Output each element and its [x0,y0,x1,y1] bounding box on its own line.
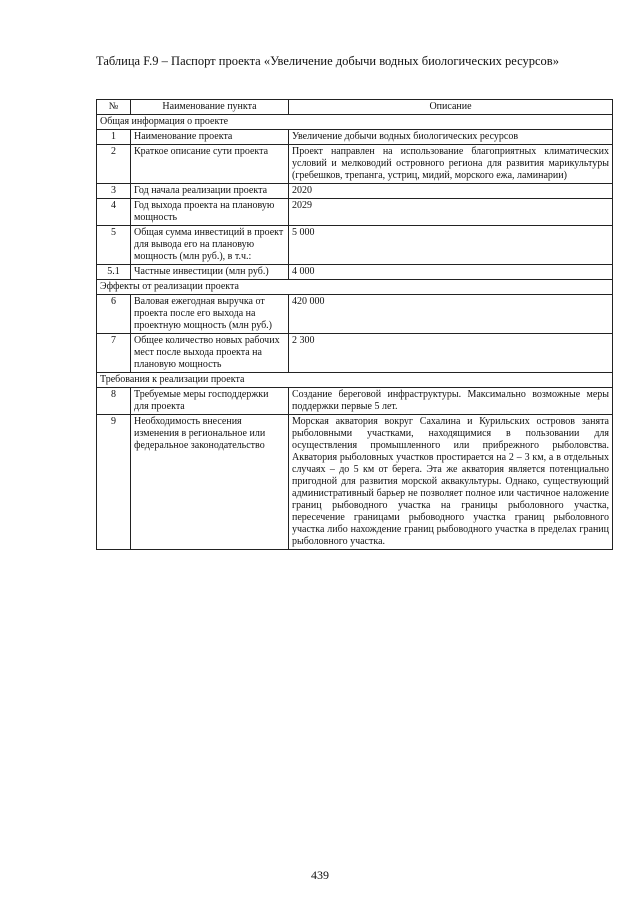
table-row [97,226,613,265]
row-number: 1 [97,130,131,145]
row-description: 420 000 [289,295,613,334]
row-number: 7 [97,334,131,373]
section-general-info: Общая информация о проекте [97,115,613,130]
row-description: 4 000 [289,265,613,280]
row-description: Увеличение добычи водных биологических ресурсов [289,130,613,145]
page-number: 439 [311,868,329,882]
project-passport-table [96,99,613,550]
row-description: Морская акватория вокруг Сахалина и Курильских островов занята рыболовными участками, находящимися в пользовании для осуществления промышленного или прибрежного рыболовства. Акватория рыболовных участков простирается на 2 – 3 км, а в отдельных случаях – до 5 км от берега. Эта же акватория является потенциально пригодной для развития морской аквакультуры. Однако, существующий административный барьер не позволяет полное или частичное наложение границ рыбоводного участка на границы рыболовного участка, пересечение границами рыбоводного участка границ рыболовного участка либо нахождение границ рыбоводного участка в пределах границ рыболовного участка. [289,415,613,550]
table-row [97,295,613,334]
row-item-name: Наименование проекта [131,130,289,145]
section-row [97,373,613,388]
row-item-name: Требуемые меры господдержки для проекта [131,388,289,415]
row-item-name: Краткое описание сути проекта [131,145,289,184]
table-row [97,130,613,145]
table-row [97,334,613,373]
row-number: 3 [97,184,131,199]
row-number: 8 [97,388,131,415]
header-item-name: Наименование пункта [131,100,289,115]
table-header-row [97,100,613,115]
table-row [97,265,613,280]
section-effects: Эффекты от реализации проекта [97,280,613,295]
row-description: 5 000 [289,226,613,265]
section-requirements: Требования к реализации проекта [97,373,613,388]
row-item-name: Общее количество новых рабочих мест после выхода проекта на плановую мощность [131,334,289,373]
row-item-name: Общая сумма инвестиций в проект для вывода его на плановую мощность (млн руб.), в т.ч.: [131,226,289,265]
row-number: 5.1 [97,265,131,280]
header-number: № [97,100,131,115]
table-row [97,415,613,550]
row-number: 9 [97,415,131,550]
table-row [97,199,613,226]
table-row [97,388,613,415]
row-number: 4 [97,199,131,226]
row-description: Создание береговой инфраструктуры. Максимально возможные меры поддержки первые 5 лет. [289,388,613,415]
row-description: Проект направлен на использование благоприятных климатических условий и мелководий островного региона для развития марикультуры (гребешков, трепанга, устриц, мидий, морского ежа, ламинарии) [289,145,613,184]
table-caption: Таблица F.9 – Паспорт проекта «Увеличение добычи водных биологических ресурсов» [96,54,559,68]
table-row [97,145,613,184]
row-item-name: Необходимость внесения изменения в региональное или федеральное законодательство [131,415,289,550]
section-row [97,280,613,295]
row-number: 5 [97,226,131,265]
row-description: 2 300 [289,334,613,373]
row-item-name: Валовая ежегодная выручка от проекта после его выхода на проектную мощность (млн руб.) [131,295,289,334]
table-row [97,184,613,199]
row-item-name: Год выхода проекта на плановую мощность [131,199,289,226]
row-number: 2 [97,145,131,184]
header-description: Описание [289,100,613,115]
row-description: 2020 [289,184,613,199]
row-item-name: Частные инвестиции (млн руб.) [131,265,289,280]
row-item-name: Год начала реализации проекта [131,184,289,199]
row-description: 2029 [289,199,613,226]
row-number: 6 [97,295,131,334]
section-row [97,115,613,130]
